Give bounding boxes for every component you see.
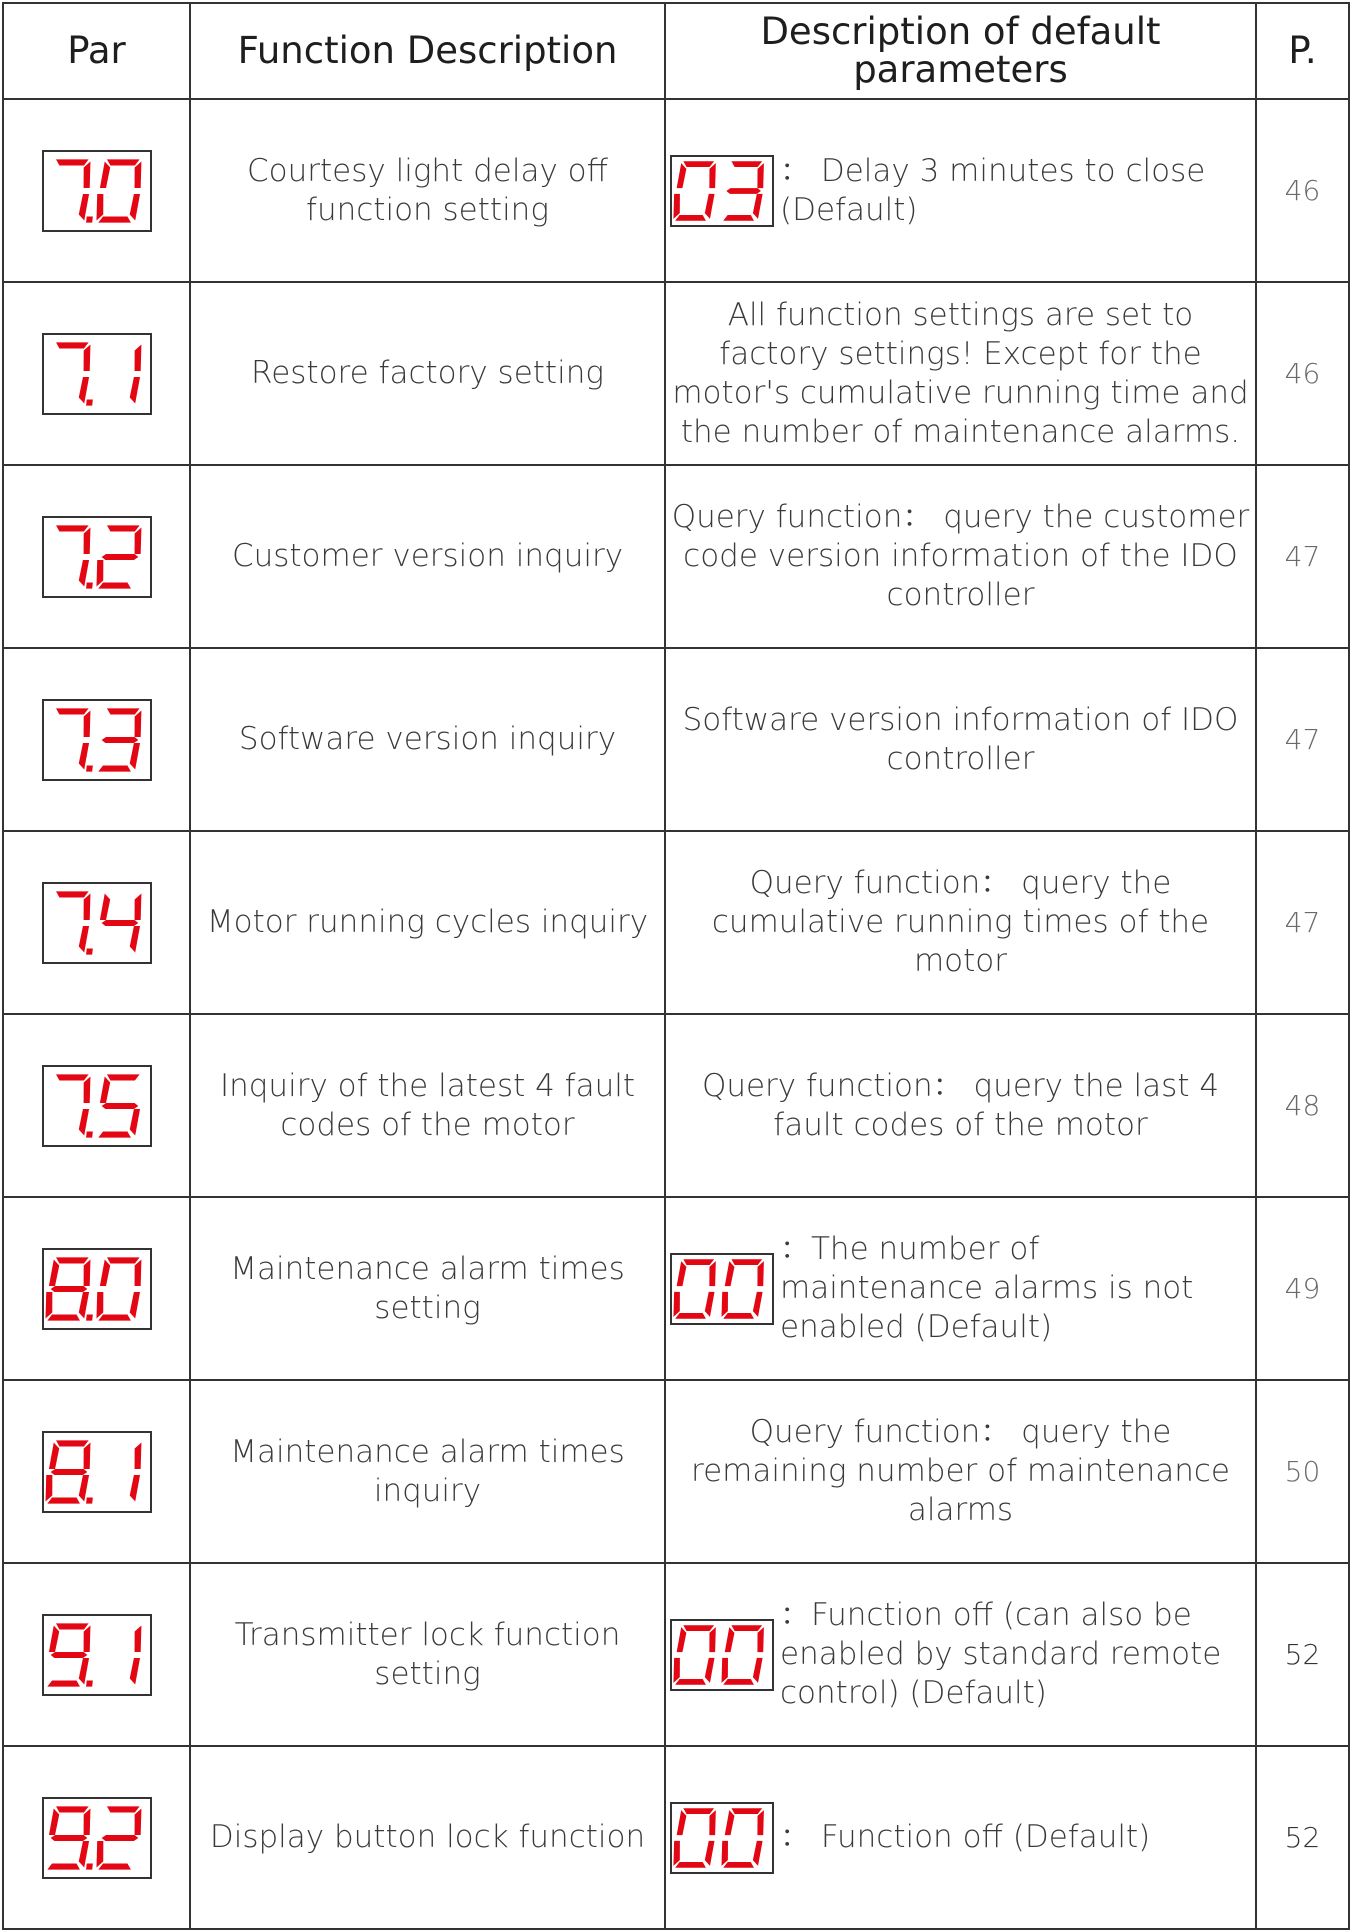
par-cell: [3, 1746, 190, 1929]
par-cell: [3, 1380, 190, 1563]
parameter-code-display: [42, 1248, 152, 1330]
page-number: 46: [1256, 99, 1349, 282]
table-row: [3, 1014, 1349, 1197]
segment-digit: [719, 1808, 766, 1868]
parameter-code-display: [42, 150, 152, 232]
default-description: Query function： query the last 4 fault codes of the motor: [665, 1014, 1256, 1197]
par-cell: [3, 831, 190, 1014]
seven-segment-code: [44, 335, 150, 413]
default-description: Query function： query the customer code version information of the IDO controller: [665, 465, 1256, 648]
page-number: 49: [1256, 1197, 1349, 1380]
page-number: 47: [1256, 465, 1349, 648]
table-row: [3, 282, 1349, 465]
default-description: [665, 99, 1256, 282]
par-cell: [3, 282, 190, 465]
parameter-code-display: [42, 333, 152, 415]
page-number: 46: [1256, 282, 1349, 465]
seven-segment-code: [44, 1067, 150, 1145]
segment-digit: [96, 1074, 143, 1137]
default-value-line: [670, 1230, 1251, 1347]
default-value-text: ：The number of maintenance alarms is not enabled (Default): [780, 1231, 1194, 1345]
default-value-text: ： Function off (Default): [780, 1819, 1151, 1855]
segment-digit: [44, 1257, 99, 1320]
table-row: [3, 1746, 1349, 1929]
default-description: Query function： query the remaining number of maintenance alarms: [665, 1380, 1256, 1563]
segment-digit: [129, 1442, 143, 1501]
page-number: 50: [1256, 1380, 1349, 1563]
segment-digit: [49, 891, 98, 954]
table-row: [3, 99, 1349, 282]
function-description: Restore factory setting: [190, 282, 665, 465]
default-value-line: [670, 1596, 1251, 1713]
table-row: [3, 1197, 1349, 1380]
par-cell: [3, 99, 190, 282]
segment-digit: [49, 1074, 98, 1137]
seven-segment-code: [44, 1250, 150, 1328]
seven-segment-code: [44, 701, 150, 779]
default-description: All function settings are set to factory settings! Except for the motor's cumulative running time and the number of maintenance alarms.: [665, 282, 1256, 465]
segment-digit: [49, 159, 98, 222]
par-cell: [3, 465, 190, 648]
segment-digit: [44, 1440, 99, 1503]
default-description: [665, 1563, 1256, 1746]
function-description: Maintenance alarm times setting: [190, 1197, 665, 1380]
par-cell: [3, 1197, 190, 1380]
seven-segment-code: [44, 518, 150, 596]
table-row: [3, 1380, 1349, 1563]
page-number: 52: [1256, 1563, 1349, 1746]
segment-digit: [672, 161, 718, 221]
parameter-table: [2, 2, 1350, 1930]
function-description: Courtesy light delay off function setting: [190, 99, 665, 282]
header-par: Par: [3, 3, 190, 99]
segment-digit: [49, 342, 98, 405]
page-number: 47: [1256, 648, 1349, 831]
parameter-code-display: [42, 1065, 152, 1147]
segment-digit: [45, 1623, 99, 1686]
segment-digit: [98, 708, 143, 771]
segment-digit: [672, 1625, 718, 1685]
seven-segment-code: [44, 884, 150, 962]
default-value-text: ： Delay 3 minutes to close (Default): [780, 152, 1206, 228]
segment-digit: [719, 1625, 766, 1685]
header-page: P.: [1256, 3, 1349, 99]
segment-digit: [719, 1259, 766, 1319]
function-description: Inquiry of the latest 4 fault codes of the motor: [190, 1014, 665, 1197]
segment-digit: [672, 1259, 718, 1319]
default-value-display: [670, 155, 774, 227]
table-row: [3, 831, 1349, 1014]
table-row: [3, 465, 1349, 648]
seven-segment-value: [672, 1621, 772, 1689]
segment-digit: [723, 161, 766, 221]
parameter-code-display: [42, 882, 152, 964]
segment-digit: [94, 1257, 143, 1320]
segment-digit: [129, 344, 143, 403]
default-value-text: ：Function off (can also be enabled by standard remote control) (Default): [780, 1597, 1222, 1711]
header-function: Function Description: [190, 3, 665, 99]
segment-digit: [49, 525, 98, 588]
seven-segment-value: [672, 1804, 772, 1872]
parameter-code-display: [42, 1797, 152, 1879]
default-value-display: [670, 1802, 774, 1874]
function-description: Maintenance alarm times inquiry: [190, 1380, 665, 1563]
par-cell: [3, 648, 190, 831]
seven-segment-code: [44, 1616, 150, 1694]
default-value-line: [670, 152, 1251, 230]
function-description: Customer version inquiry: [190, 465, 665, 648]
seven-segment-value: [672, 1255, 772, 1323]
page-number: 52: [1256, 1746, 1349, 1929]
parameter-code-display: [42, 1431, 152, 1513]
default-value-display: [670, 1253, 774, 1325]
parameter-code-display: [42, 1614, 152, 1696]
default-description: [665, 1746, 1256, 1929]
default-value-line: [670, 1802, 1251, 1874]
seven-segment-value: [672, 157, 772, 225]
default-description: [665, 1197, 1256, 1380]
function-description: Transmitter lock function setting: [190, 1563, 665, 1746]
segment-digit: [129, 1625, 143, 1684]
segment-digit: [94, 525, 143, 588]
par-cell: [3, 1014, 190, 1197]
default-value-display: [670, 1619, 774, 1691]
parameter-code-display: [42, 516, 152, 598]
segment-digit: [45, 1806, 99, 1869]
page-number: 48: [1256, 1014, 1349, 1197]
function-description: Display button lock function: [190, 1746, 665, 1929]
table-row: [3, 1563, 1349, 1746]
table-row: [3, 648, 1349, 831]
seven-segment-code: [44, 1799, 150, 1877]
table-header-row: [3, 3, 1349, 99]
segment-digit: [96, 893, 143, 952]
par-cell: [3, 1563, 190, 1746]
default-description: Query function： query the cumulative running times of the motor: [665, 831, 1256, 1014]
seven-segment-code: [44, 152, 150, 230]
segment-digit: [94, 159, 143, 222]
seven-segment-code: [44, 1433, 150, 1511]
function-description: Motor running cycles inquiry: [190, 831, 665, 1014]
parameter-code-display: [42, 699, 152, 781]
segment-digit: [672, 1808, 718, 1868]
header-default: Description of default parameters: [665, 3, 1256, 99]
segment-digit: [94, 1806, 143, 1869]
page-number: 47: [1256, 831, 1349, 1014]
function-description: Software version inquiry: [190, 648, 665, 831]
segment-digit: [49, 708, 98, 771]
default-description: Software version information of IDO controller: [665, 648, 1256, 831]
